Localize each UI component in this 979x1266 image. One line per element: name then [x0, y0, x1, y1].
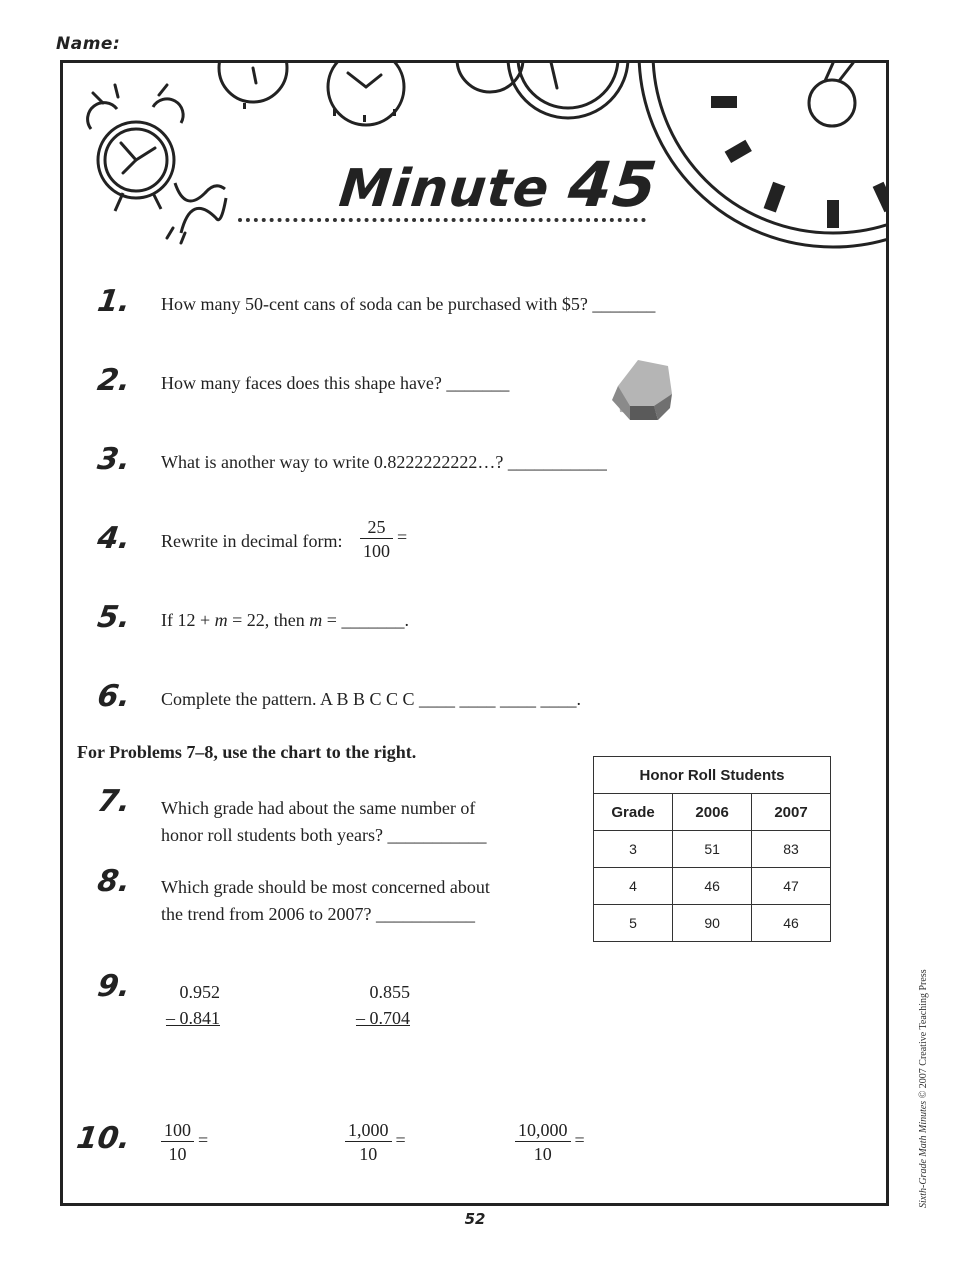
- fraction-numerator: 25: [360, 516, 393, 539]
- fraction-denominator: 100: [363, 541, 390, 561]
- question-4-number: 4.: [95, 521, 133, 556]
- question-10-fraction-2: $\frac{1,000}{10}$ =: [345, 1119, 406, 1166]
- question-4-text: Rewrite in decimal form:: [161, 531, 343, 551]
- table-row: [594, 868, 831, 905]
- equals-sign: =: [397, 527, 408, 548]
- table-cell: 90: [673, 905, 752, 942]
- question-7-text: Which grade had about the same number of honor roll students both years? ___________: [161, 798, 487, 845]
- name-label: Name:: [56, 34, 121, 54]
- table-cell: 51: [673, 831, 752, 868]
- table-header-grade: Grade: [594, 794, 673, 831]
- question-1-number: 1.: [95, 284, 133, 319]
- question-7-number: 7.: [95, 784, 133, 819]
- question-4-fraction: [360, 516, 407, 563]
- question-6-text: Complete the pattern. A B B C C C ____ ____ ____ ____.: [161, 689, 581, 709]
- question-1-text: How many 50-cent cans of soda can be purchased with $5? _______: [161, 294, 656, 314]
- table-cell: 47: [752, 868, 831, 905]
- table-header-2006: 2006: [673, 794, 752, 831]
- question-2-number: 2.: [95, 363, 133, 398]
- pentagonal-prism-icon: [608, 356, 676, 424]
- question-3-text: What is another way to write 0.8222222222…? ___________: [161, 452, 607, 472]
- question-10-fraction-3: $\frac{10,000}{10}$ =: [515, 1119, 585, 1166]
- table-header-2007: 2007: [752, 794, 831, 831]
- table-row: [594, 831, 831, 868]
- page-title: [336, 148, 661, 221]
- question-10-fraction-1: $\frac{100}{10}$ =: [161, 1119, 208, 1166]
- question-10-number: 10.: [74, 1121, 133, 1156]
- table-cell: 83: [752, 831, 831, 868]
- table-cell: 4: [594, 868, 673, 905]
- question-5-number: 5.: [95, 600, 133, 635]
- title-dotted-rule: [238, 218, 646, 222]
- table-cell: 5: [594, 905, 673, 942]
- page-number: 52: [464, 1210, 486, 1228]
- question-3-number: 3.: [95, 442, 133, 477]
- subtraction-problem-b: 0.855 – 0.704: [356, 982, 410, 1028]
- question-2-text: How many faces does this shape have? _______: [161, 373, 510, 393]
- table-title: Honor Roll Students: [594, 757, 831, 794]
- section-instructions: For Problems 7–8, use the chart to the right.: [77, 742, 417, 762]
- worksheet-frame: [60, 60, 889, 1206]
- question-5-text: If 12 + m = 22, then m = _______.: [161, 610, 409, 630]
- question-8-text: Which grade should be most concerned about the trend from 2006 to 2007? ___________: [161, 877, 490, 924]
- honor-roll-table: [593, 756, 831, 942]
- table-cell: 3: [594, 831, 673, 868]
- table-cell: 46: [673, 868, 752, 905]
- question-6-number: 6.: [95, 679, 133, 714]
- question-8-number: 8.: [95, 864, 133, 899]
- table-row: [594, 905, 831, 942]
- title-word: Minute: [336, 159, 553, 219]
- copyright-credit: Sixth-Grade Math Minutes © 2007 Creative Teaching Press: [918, 969, 929, 1208]
- table-cell: 46: [752, 905, 831, 942]
- question-9-number: 9.: [95, 969, 133, 1004]
- title-number: 45: [565, 148, 661, 221]
- subtraction-problem-a: 0.952 – 0.841: [166, 982, 220, 1028]
